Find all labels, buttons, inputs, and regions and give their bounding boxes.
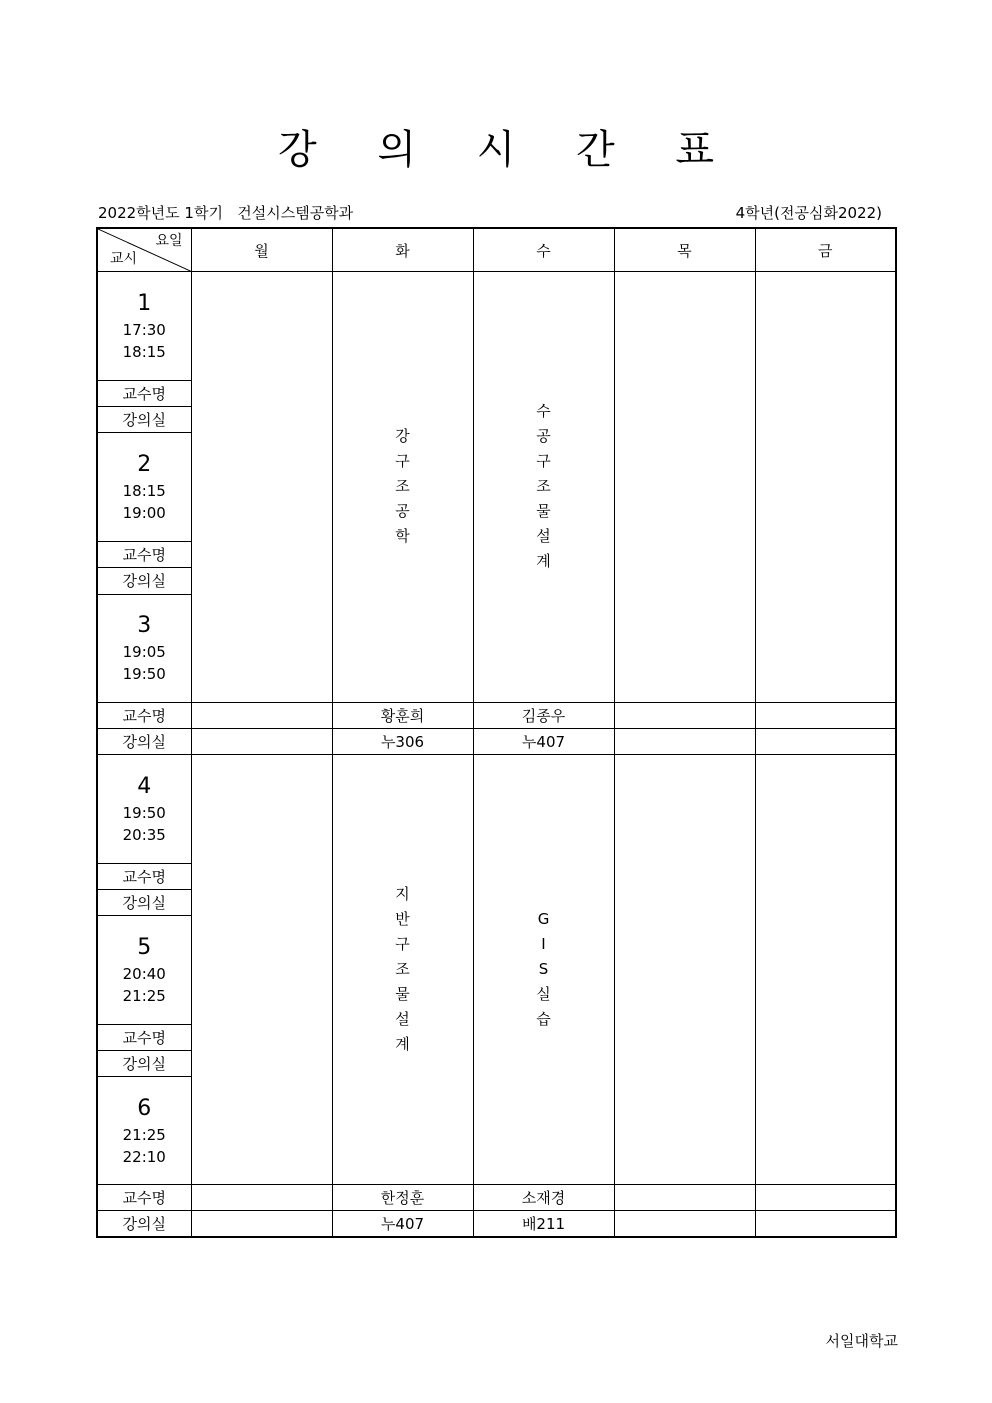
room-mon-block2 [191, 1211, 332, 1237]
day-header-wed: 수 [473, 228, 614, 272]
course-tue-block1 [332, 272, 473, 703]
school-name: 서일대학교 [825, 1332, 898, 1350]
professor-label: 교수명 [97, 381, 191, 407]
period-start: 19:50 [122, 803, 166, 822]
room-label: 강의실 [97, 1211, 191, 1237]
corner-period-label: 교시 [110, 251, 138, 268]
professor-tue-block1: 황훈희 [332, 702, 473, 728]
period-end: 18:15 [122, 343, 166, 362]
professor-thu-block1 [614, 702, 755, 728]
professor-fri-block1 [755, 702, 896, 728]
day-header-mon: 월 [191, 228, 332, 272]
professor-label: 교수명 [97, 1185, 191, 1211]
day-header-row [97, 228, 896, 272]
period-cell-2 [97, 433, 191, 542]
room-wed-block1: 누407 [473, 728, 614, 754]
room-label: 강의실 [97, 889, 191, 915]
period-cell-1 [97, 272, 191, 381]
course-title-vertical: G I S 실 습 [536, 910, 551, 1029]
professor-row-block1 [97, 702, 896, 728]
course-title-vertical: 지 반 구 조 물 설 계 [395, 885, 410, 1054]
course-wed-block2 [473, 754, 614, 1185]
professor-mon-block2 [191, 1185, 332, 1211]
room-tue-block2: 누407 [332, 1211, 473, 1237]
course-wed-block1 [473, 272, 614, 703]
period-start: 17:30 [122, 321, 166, 340]
slot-fri-block2 [755, 754, 896, 1185]
room-label: 강의실 [97, 728, 191, 754]
room-thu-block1 [614, 728, 755, 754]
slot-mon-block1 [191, 272, 332, 703]
slot-fri-block1 [755, 272, 896, 703]
period-number: 4 [137, 773, 152, 799]
timetable-grid [96, 227, 897, 1238]
period-number: 6 [137, 1095, 152, 1121]
professor-label: 교수명 [97, 1025, 191, 1051]
room-fri-block2 [755, 1211, 896, 1237]
professor-label: 교수명 [97, 542, 191, 568]
room-row-block2 [97, 1211, 896, 1237]
page-title: 강 의 시 간 표 [277, 127, 739, 173]
room-label: 강의실 [97, 568, 191, 594]
course-tue-block2 [332, 754, 473, 1185]
period-cell-6 [97, 1077, 191, 1185]
room-label: 강의실 [97, 1051, 191, 1077]
period-number: 3 [137, 613, 152, 639]
day-header-fri: 금 [755, 228, 896, 272]
period-start: 18:15 [122, 482, 166, 501]
room-thu-block2 [614, 1211, 755, 1237]
day-header-thu: 목 [614, 228, 755, 272]
period-start: 19:05 [122, 643, 166, 662]
grade-program: 4학년(전공심화2022) [735, 204, 882, 222]
period-end: 22:10 [122, 1147, 166, 1166]
professor-label: 교수명 [97, 702, 191, 728]
course-title-vertical: 수 공 구 조 물 설 계 [536, 402, 551, 571]
slot-mon-block2 [191, 754, 332, 1185]
period-end: 20:35 [122, 825, 166, 844]
period-number: 1 [137, 291, 152, 317]
room-fri-block1 [755, 728, 896, 754]
period-end: 19:50 [122, 665, 166, 684]
course-title-vertical: 강 구 조 공 학 [395, 427, 410, 546]
professor-row-block2 [97, 1185, 896, 1211]
period-end: 21:25 [122, 987, 166, 1006]
slot-thu-block2 [614, 754, 755, 1185]
professor-thu-block2 [614, 1185, 755, 1211]
period-cell-4 [97, 754, 191, 863]
room-label: 강의실 [97, 407, 191, 433]
period-number: 5 [137, 935, 152, 961]
day-header-tue: 화 [332, 228, 473, 272]
room-mon-block1 [191, 728, 332, 754]
professor-mon-block1 [191, 702, 332, 728]
slot-thu-block1 [614, 272, 755, 703]
period-start: 20:40 [122, 965, 166, 984]
period-end: 19:00 [122, 504, 166, 523]
period-number: 2 [137, 452, 152, 478]
professor-label: 교수명 [97, 863, 191, 889]
room-wed-block2: 배211 [473, 1211, 614, 1237]
room-row-block1 [97, 728, 896, 754]
professor-fri-block2 [755, 1185, 896, 1211]
professor-tue-block2: 한정훈 [332, 1185, 473, 1211]
period-cell-5 [97, 915, 191, 1024]
period-start: 21:25 [122, 1125, 166, 1144]
professor-wed-block1: 김종우 [473, 702, 614, 728]
corner-day-label: 요일 [155, 233, 183, 249]
professor-wed-block2: 소재경 [473, 1185, 614, 1211]
corner-cell [97, 228, 191, 272]
semester-department: 2022학년도 1학기 건설시스템공학과 [98, 204, 354, 222]
period-cell-3 [97, 594, 191, 702]
room-tue-block1: 누306 [332, 728, 473, 754]
